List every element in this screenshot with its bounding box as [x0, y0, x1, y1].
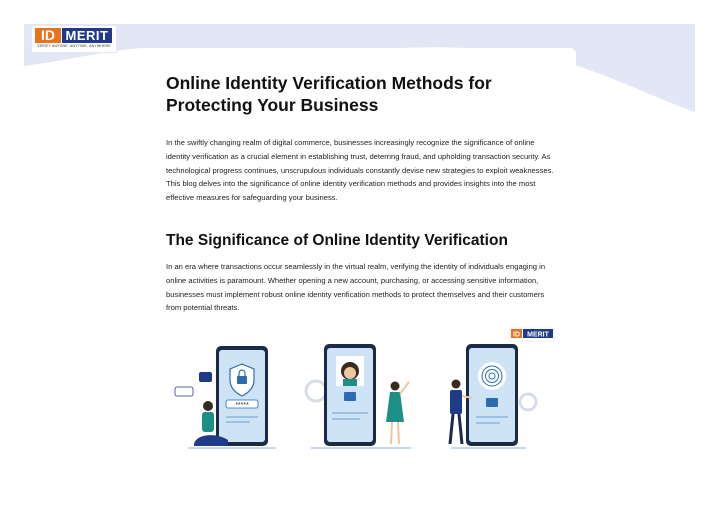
section-heading: The Significance of Online Identity Verification	[166, 232, 508, 249]
logo-id-mark: ID	[35, 28, 61, 43]
illustration-badge	[510, 328, 554, 341]
badge-id-text: ID	[513, 331, 520, 339]
logo-merit-mark: MERIT	[62, 28, 112, 43]
verification-illustration	[166, 326, 558, 454]
scene-face-id	[306, 344, 411, 448]
logo-tagline: VERIFY ANYONE, ANYTIME, ANYWHERE	[37, 44, 111, 48]
brand-logo[interactable]	[32, 26, 116, 52]
article-title: Online Identity Verification Methods for Protecting Your Business	[166, 73, 492, 115]
article-intro: In the swiftly changing realm of digital commerce, businesses increasingly recognize the significance of online identity verification as a crucial element in establishing trust, deterring fraud, and upholding transaction security. As technological progress continues, unscrupulous individuals constantly devise new strategies to exploit weaknesses. This blog delves into the significance of online identity verification methods and provides insights into the most effective measures for safeguarding your business.	[166, 138, 554, 203]
password-dots: *****	[235, 402, 249, 409]
badge-merit-text: MERIT	[527, 331, 549, 339]
scene-fingerprint	[450, 344, 536, 448]
section-body: In an era where transactions occur seamlessly in the virtual realm, verifying the identity of individuals engaging in online activities is paramount. Whether opening a new account, purchasing, or accessing sensitive information, businesses must implement robust online identity verification methods to protect themselves and their customers from potential threats.	[166, 262, 546, 313]
scene-password-lock	[175, 346, 276, 448]
